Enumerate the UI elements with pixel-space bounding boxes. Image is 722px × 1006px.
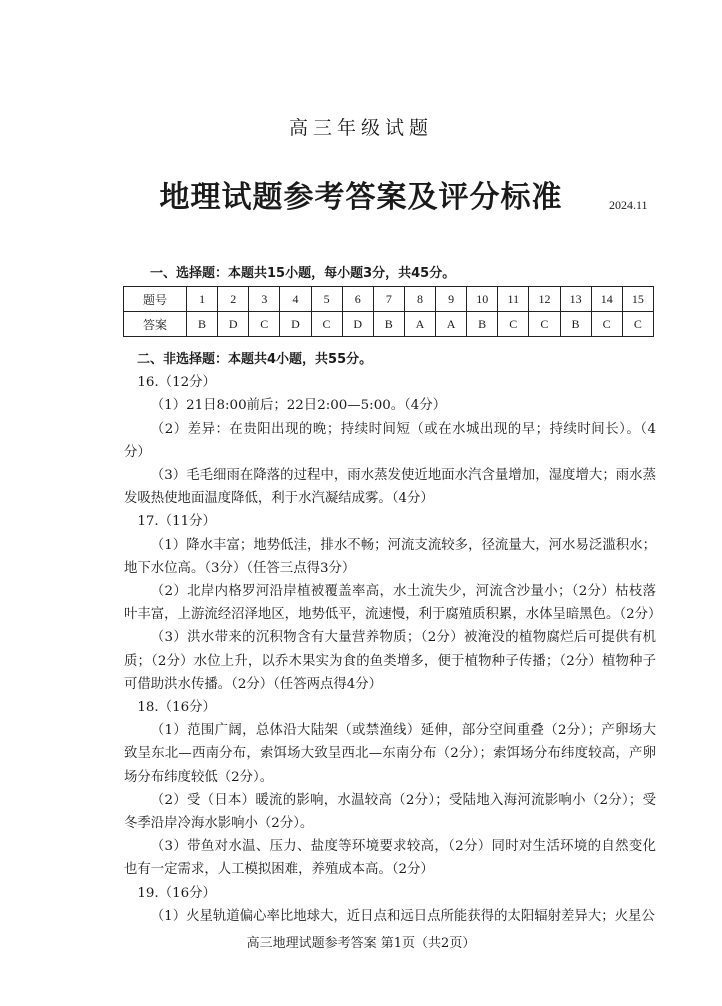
section2-heading: 二、非选择题：本题共4小题，共55分。: [137, 352, 373, 367]
q16-answer-3: （3）毛毛细雨在降落的过程中，雨水蒸发使近地面水汽含量增加，湿度增大；雨水蒸发吸热使地面温度降低，利于水汽凝结成雾。（4分）: [124, 468, 656, 507]
answer-cell: D: [218, 312, 249, 337]
q16-answer-1: （1）21日8:00前后；22日2:00—5:00。（4分）: [150, 398, 447, 414]
question-number-cell: 3: [249, 287, 280, 312]
question-number-cell: 1: [187, 287, 218, 312]
answer-row: [124, 312, 654, 337]
section1-heading: 一、选择题：本题共15小题，每小题3分，共45分。: [150, 266, 456, 281]
question-number-cell: 14: [591, 287, 622, 312]
question-number-cell: 10: [467, 287, 498, 312]
answer-cell: B: [560, 312, 591, 337]
q19-title: 19.（16分）: [137, 885, 216, 901]
question-number-cell: 6: [342, 287, 373, 312]
q17-title: 17.（11分）: [137, 514, 216, 530]
q18-title: 18.（16分）: [137, 700, 216, 716]
question-row-label: 题号: [124, 287, 187, 312]
page-footer: 高三地理试题参考答案 第1页（共2页）: [246, 936, 476, 951]
answer-cell: C: [591, 312, 622, 337]
document-date: 2024.11: [609, 198, 648, 212]
question-number-cell: 8: [404, 287, 435, 312]
question-number-cell: 15: [622, 287, 653, 312]
answer-cell: C: [249, 312, 280, 337]
question-number-cell: 2: [218, 287, 249, 312]
answer-cell: D: [280, 312, 311, 337]
answer-cell: C: [622, 312, 653, 337]
answer-body: [124, 348, 662, 928]
answer-cell: D: [342, 312, 373, 337]
answer-cell: B: [373, 312, 404, 337]
q18-answer-3: （3）带鱼对水温、压力、盐度等环境要求较高，（2分）同时对生活环境的自然变化也有一定需求，人工模拟困难，养殖成本高。（2分）: [124, 839, 656, 878]
answer-cell: B: [467, 312, 498, 337]
q16-answer-2: （2）差异：在贵阳出现的晚；持续时间短（或在水城出现的早；持续时间长）。（4分）: [124, 421, 656, 460]
question-number-row: [124, 287, 654, 312]
answer-cell: B: [187, 312, 218, 337]
question-number-cell: 4: [280, 287, 311, 312]
question-number-cell: 11: [498, 287, 529, 312]
q18-answer-1: （1）范围广阔，总体沿大陆架（或禁渔线）延伸，部分空间重叠（2分）；产卵场大致呈东北—西南分布，索饵场大致呈西北—东南分布（2分）；索饵场分布纬度较高，产卵场分布纬度较低（2分）。: [124, 723, 656, 785]
document-title: 地理试题参考答案及评分标准: [159, 180, 563, 215]
answer-cell: A: [404, 312, 435, 337]
q17-answer-1: （1）降水丰富；地势低洼，排水不畅；河流支流较多，径流量大，河水易泛滥积水；地下水位高。（3分）（任答三点得3分）: [124, 537, 656, 576]
answer-cell: C: [311, 312, 342, 337]
answer-cell: C: [498, 312, 529, 337]
exam-title: 高三年级试题: [288, 117, 433, 139]
question-number-cell: 12: [529, 287, 560, 312]
answer-cell: A: [436, 312, 467, 337]
q16-title: 16.（12分）: [137, 375, 216, 391]
question-number-cell: 5: [311, 287, 342, 312]
q19-answer-1: （1）火星轨道偏心率比地球大，近日点和远日点所能获得的太阳辐射差异大；火星公: [150, 908, 655, 924]
answer-cell: C: [529, 312, 560, 337]
question-number-cell: 7: [373, 287, 404, 312]
answer-table: [123, 286, 654, 337]
q17-answer-2: （2）北岸内格罗河沿岸植被覆盖率高，水土流失少，河流含沙量小；（2分）枯枝落叶丰富，上游流经沼泽地区，地势低平，流速慢，利于腐殖质积累，水体呈暗黑色。（2分）: [124, 584, 662, 623]
question-number-cell: 9: [436, 287, 467, 312]
q18-answer-2: （2）受（日本）暖流的影响，水温较高（2分）；受陆地入海河流影响小（2分）；受冬季沿岸冷海水影响小（2分）。: [124, 792, 656, 832]
q17-answer-3: （3）洪水带来的沉积物含有大量营养物质；（2分）被淹没的植物腐烂后可提供有机质；（2分）水位上升，以乔木果实为食的鱼类增多，便于植物种子传播；（2分）植物种子可借助洪水传播。（2分）（任答两点得4分）: [124, 630, 656, 692]
answer-row-label: 答案: [124, 312, 187, 337]
question-number-cell: 13: [560, 287, 591, 312]
